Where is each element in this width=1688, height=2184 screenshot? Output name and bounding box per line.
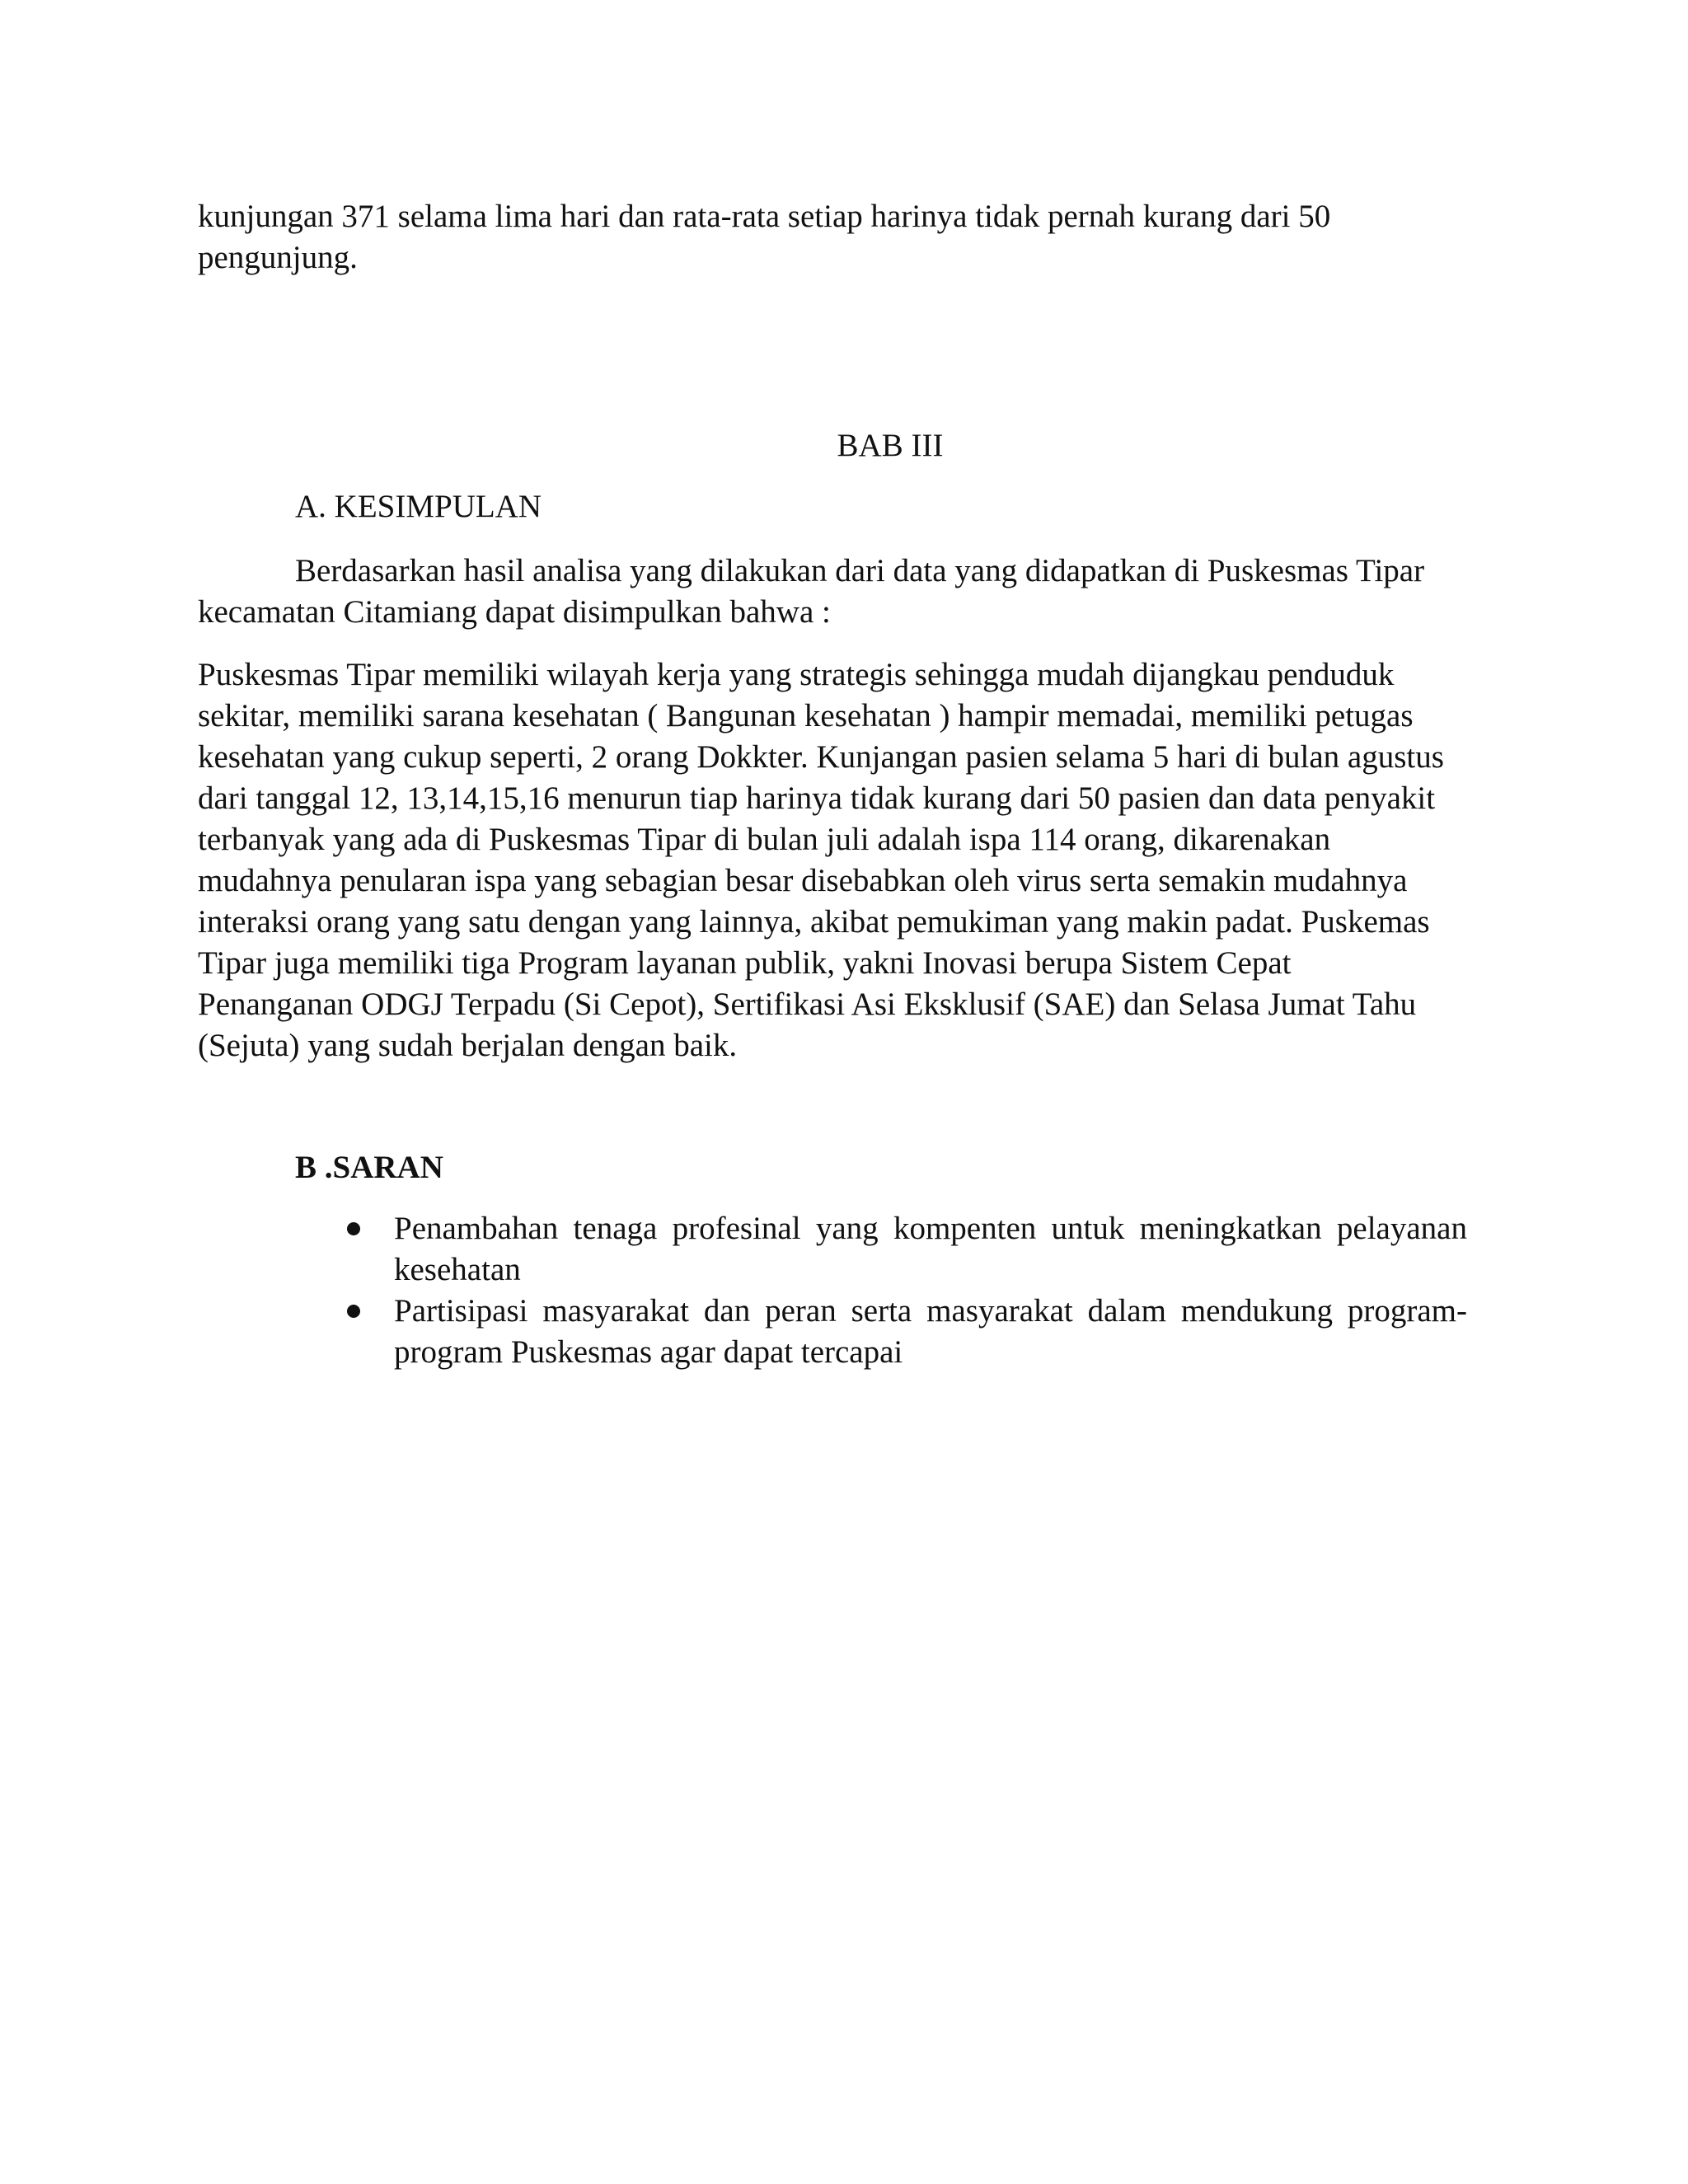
bullet-icon [347,1222,360,1235]
section-a-body-line-9: Penanganan ODGJ Terpadu (Si Cepot), Sertifikasi Asi Eksklusif (SAE) dan Selasa Jumat Tahu [198,987,1417,1022]
saran-item-2-line-1: Partisipasi masyarakat dan peran serta masyarakat dalam mendukung program- [394,1293,1467,1329]
saran-item-1-line-1: Penambahan tenaga profesinal yang kompenten untuk meningkatkan pelayanan [394,1211,1467,1246]
top-paragraph-line-2: pengunjung. [198,240,358,275]
section-a-intro-line-2: kecamatan Citamiang dapat disimpulkan bahwa : [198,594,831,630]
section-a-body-line-6: mudahnya penularan ispa yang sebagian besar disebabkan oleh virus serta semakin mudahnya [198,863,1408,898]
saran-item-2-line-2: program Puskesmas agar dapat tercapai [394,1334,903,1370]
bullet-icon [347,1305,360,1318]
section-a-body-line-2: sekitar, memiliki sarana kesehatan ( Bangunan kesehatan ) hampir memadai, memiliki petugas [198,698,1414,733]
section-a-body-line-7: interaksi orang yang satu dengan yang lainnya, akibat pemukiman yang makin padat. Puskemas [198,904,1430,940]
section-b-title: B .SARAN [295,1150,443,1185]
section-a-body-line-4: dari tanggal 12, 13,14,15,16 menurun tiap harinya tidak kurang dari 50 pasien dan data penyakit [198,780,1436,816]
section-a-body-line-5: terbanyak yang ada di Puskesmas Tipar di bulan juli adalah ispa 114 orang, dikarenakan [198,822,1331,857]
section-a-intro-line-1: Berdasarkan hasil analisa yang dilakukan dari data yang didapatkan di Puskesmas Tipar [295,553,1425,588]
section-a-body-line-1: Puskesmas Tipar memiliki wilayah kerja yang strategis sehingga mudah dijangkau penduduk [198,657,1395,692]
saran-item-1-line-2: kesehatan [394,1252,521,1287]
top-paragraph-line-1: kunjungan 371 selama lima hari dan rata-rata setiap harinya tidak pernah kurang dari 50 [198,199,1331,234]
section-a-body-line-3: kesehatan yang cukup seperti, 2 orang Dokkter. Kunjangan pasien selama 5 hari di bulan agustus [198,739,1444,775]
section-a-body-line-8: Tipar juga memiliki tiga Program layanan publik, yakni Inovasi berupa Sistem Cepat [198,945,1292,981]
chapter-title: BAB III [837,428,944,463]
section-a-title: A. KESIMPULAN [295,489,542,524]
section-a-body-line-10: (Sejuta) yang sudah berjalan dengan baik. [198,1028,738,1063]
